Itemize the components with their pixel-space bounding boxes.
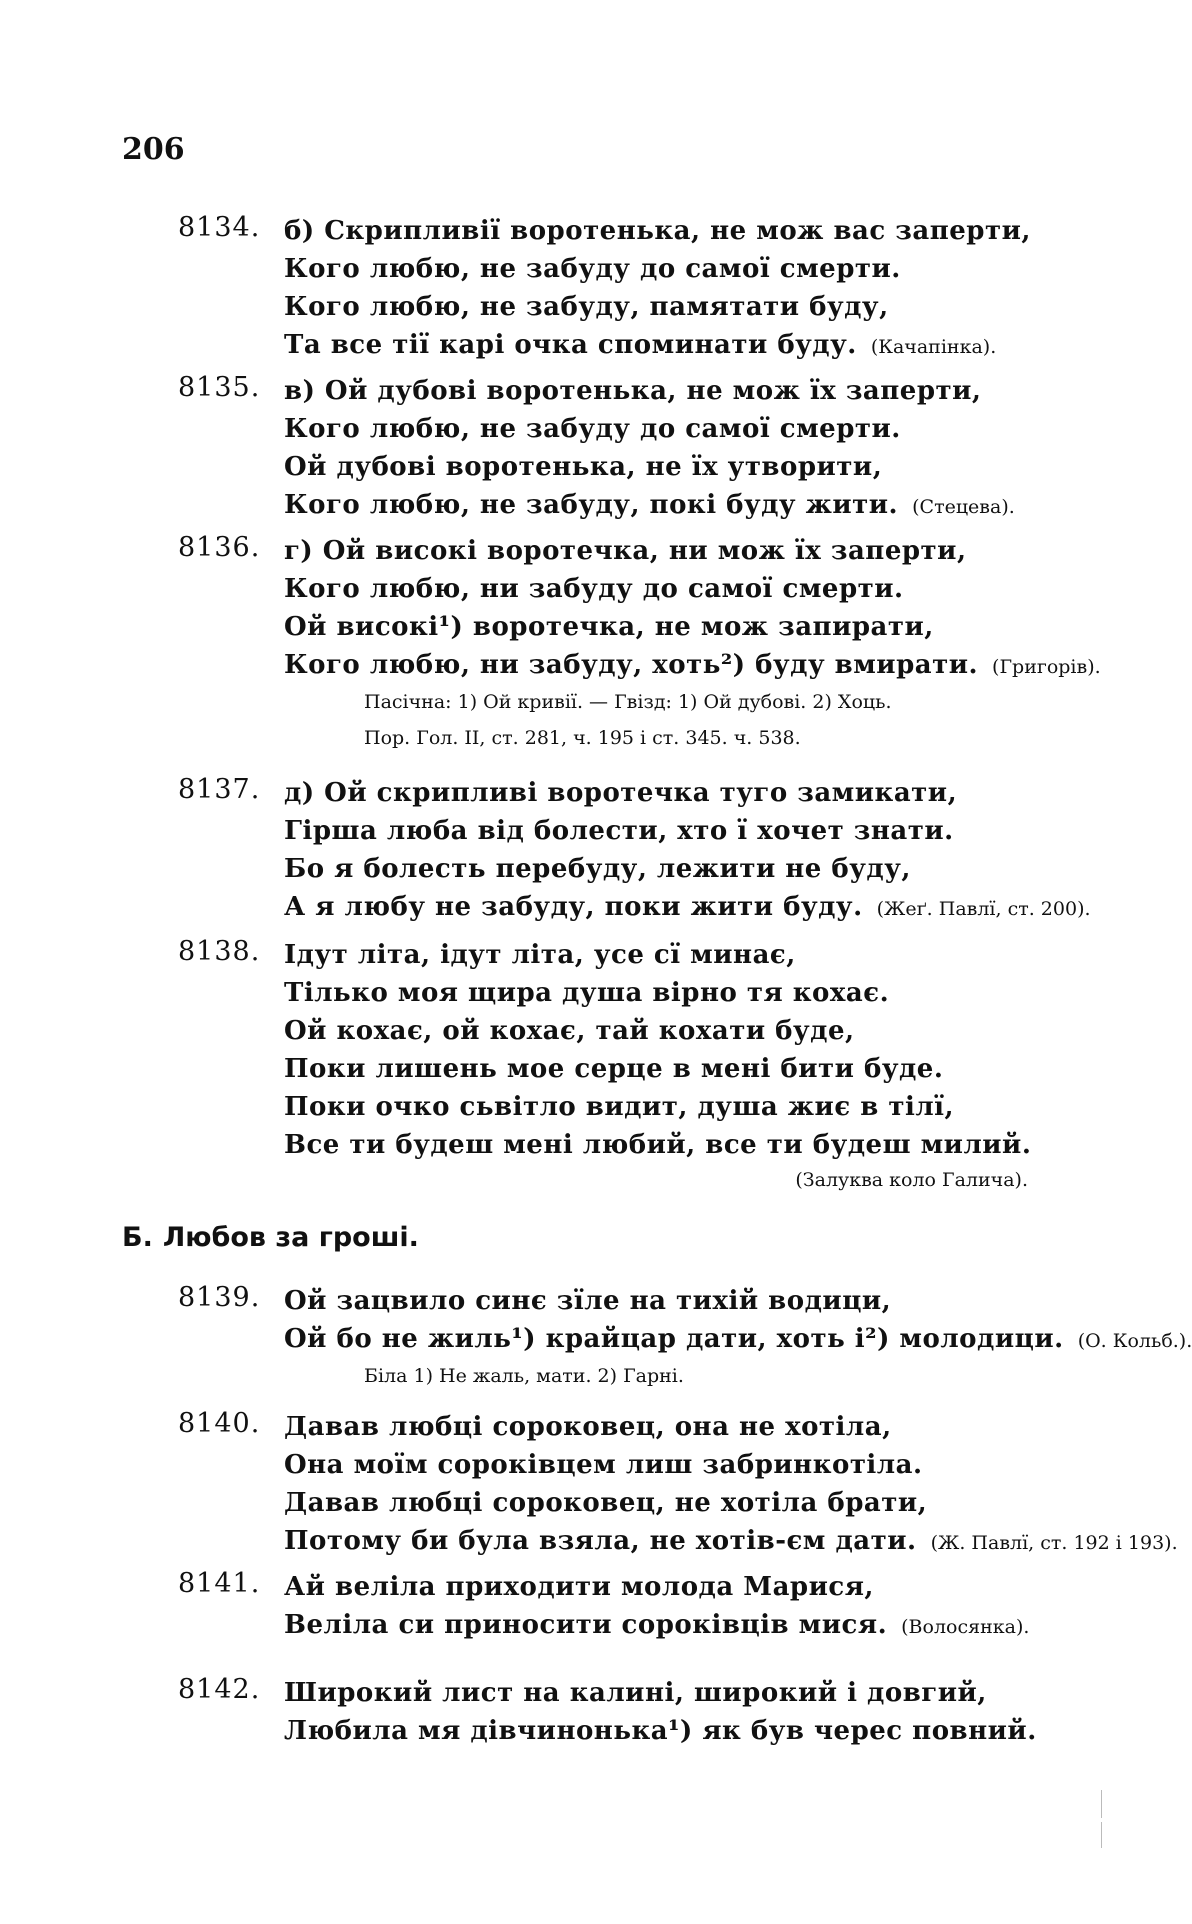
verse-lines xyxy=(284,212,1104,364)
verse-line: Поки очко сьвітло видит, душа жиє в тілї, xyxy=(284,1092,955,1122)
source-attribution: (Стецева). xyxy=(912,496,1015,518)
page-number: 206 xyxy=(122,132,185,167)
verse-line xyxy=(284,326,1104,364)
verse-line: Она моїм сороківцем лиш забринкотіла. xyxy=(284,1450,923,1480)
verse-line: Ай веліла приходити молода Марися, xyxy=(284,1572,874,1602)
verse-line: Давав любці сороковец, не хотіла брати, xyxy=(284,1488,928,1518)
verse-text: Веліла си приносити сороківців мися. xyxy=(284,1610,888,1640)
entry-number: 8137. xyxy=(178,774,261,805)
verse-line xyxy=(284,486,1104,524)
entry-number: 8142. xyxy=(178,1674,261,1705)
source-attribution: (Залуква коло Галича). xyxy=(795,1169,1028,1191)
entry-number: 8135. xyxy=(178,372,261,403)
verse-line xyxy=(284,1606,1104,1644)
verse-line: Давав любці сороковец, она не хотіла, xyxy=(284,1412,892,1442)
verse-line: Кого любю, ни забуду до самої смерти. xyxy=(284,574,904,604)
verse-line xyxy=(284,888,1104,926)
verse-text: Ой бо не жиль¹) крайцар дати, хоть і²) молодици. xyxy=(284,1324,1064,1354)
verse-line xyxy=(284,1320,1192,1358)
verse-text: Кого любю, ни забуду, хоть²) буду вмирати. xyxy=(284,650,979,680)
entry-number: 8136. xyxy=(178,532,261,563)
section-heading xyxy=(122,1222,429,1253)
source-attribution: (Волосянка). xyxy=(901,1616,1030,1638)
verse-line: г) Ой високі воротечка, ни мож їх заперти, xyxy=(284,536,967,566)
verse-lines xyxy=(284,372,1104,524)
verse-lines xyxy=(284,532,1104,756)
verse-line: Ой дубові воротенька, не їх утворити, xyxy=(284,452,883,482)
entry-number: 8138. xyxy=(178,936,261,967)
verse-line: Кого любю, не забуду, памятати буду, xyxy=(284,292,889,322)
footnote: Пасічна: 1) Ой кривії. — Гвізд: 1) Ой дубові. 2) Хоць. xyxy=(364,691,892,713)
source-attribution: (Ж. Павлї, ст. 192 і 193). xyxy=(930,1532,1178,1554)
source-attribution: (Качапінка). xyxy=(870,336,997,358)
verse-line xyxy=(284,1522,1178,1560)
verse-lines xyxy=(284,936,1104,1196)
source-attribution: (Григорів). xyxy=(992,656,1101,678)
entry-number: 8134. xyxy=(178,212,261,243)
scan-artifact xyxy=(1101,1790,1102,1818)
verse-line: Любила мя дівчинонька¹) як був черес повний. xyxy=(284,1716,1037,1746)
verse-line: Кого любю, не забуду до самої смерти. xyxy=(284,254,901,284)
verse-lines xyxy=(284,1408,1178,1560)
verse-lines xyxy=(284,1282,1192,1394)
verse-text: Потому би була взяла, не хотів-єм дати. xyxy=(284,1526,917,1556)
entry-number: 8141. xyxy=(178,1568,261,1599)
source-attribution: (Жеґ. Павлї, ст. 200). xyxy=(876,898,1091,920)
verse-line: Тілько моя щира душа вірно тя кохає. xyxy=(284,978,890,1008)
verse-line: в) Ой дубові воротенька, не мож їх заперти, xyxy=(284,376,982,406)
section-mark: Б. xyxy=(122,1222,153,1253)
verse-line: Широкий лист на калині, широкий і довгий, xyxy=(284,1678,987,1708)
verse-lines xyxy=(284,774,1104,926)
verse-line: Гірша люба від болести, хто ї хочет знати. xyxy=(284,816,954,846)
verse-line: Все ти будеш мені любий, все ти будеш милий. xyxy=(284,1130,1032,1160)
footnote: Пор. Гол. II, ст. 281, ч. 195 і ст. 345. ч. 538. xyxy=(364,727,801,749)
verse-lines xyxy=(284,1674,1104,1750)
entry-number: 8139. xyxy=(178,1282,261,1313)
verse-line: Ой кохає, ой кохає, тай кохати буде, xyxy=(284,1016,855,1046)
verse-line: б) Скрипливії воротенька, не мож вас заперти, xyxy=(284,216,1031,246)
scan-artifact xyxy=(1101,1822,1102,1848)
section-title: Любов за гроші. xyxy=(162,1222,419,1253)
verse-line: Бо я болесть перебуду, лежити не буду, xyxy=(284,854,911,884)
verse-line: Ой високі¹) воротечка, не мож запирати, xyxy=(284,612,934,642)
verse-line: Ідут літа, ідут літа, усе сї минає, xyxy=(284,940,796,970)
footnote: Біла 1) Не жаль, мати. 2) Гарні. xyxy=(364,1365,684,1387)
verse-lines xyxy=(284,1568,1104,1644)
verse-text: Та все тії карі очка споминати буду. xyxy=(284,330,857,360)
verse-line: Кого любю, не забуду до самої смерти. xyxy=(284,414,901,444)
source-attribution: (О. Кольб.). xyxy=(1077,1330,1192,1352)
entry-number: 8140. xyxy=(178,1408,261,1439)
verse-text: А я любу не забуду, поки жити буду. xyxy=(284,892,863,922)
verse-line: Ой зацвило синє зїле на тихій водици, xyxy=(284,1286,892,1316)
verse-text: Кого любю, не забуду, покі буду жити. xyxy=(284,490,899,520)
verse-line xyxy=(284,646,1104,684)
verse-line: д) Ой скрипливі воротечка туго замикати, xyxy=(284,778,958,808)
verse-line: Поки лишень мое серце в мені бити буде. xyxy=(284,1054,944,1084)
